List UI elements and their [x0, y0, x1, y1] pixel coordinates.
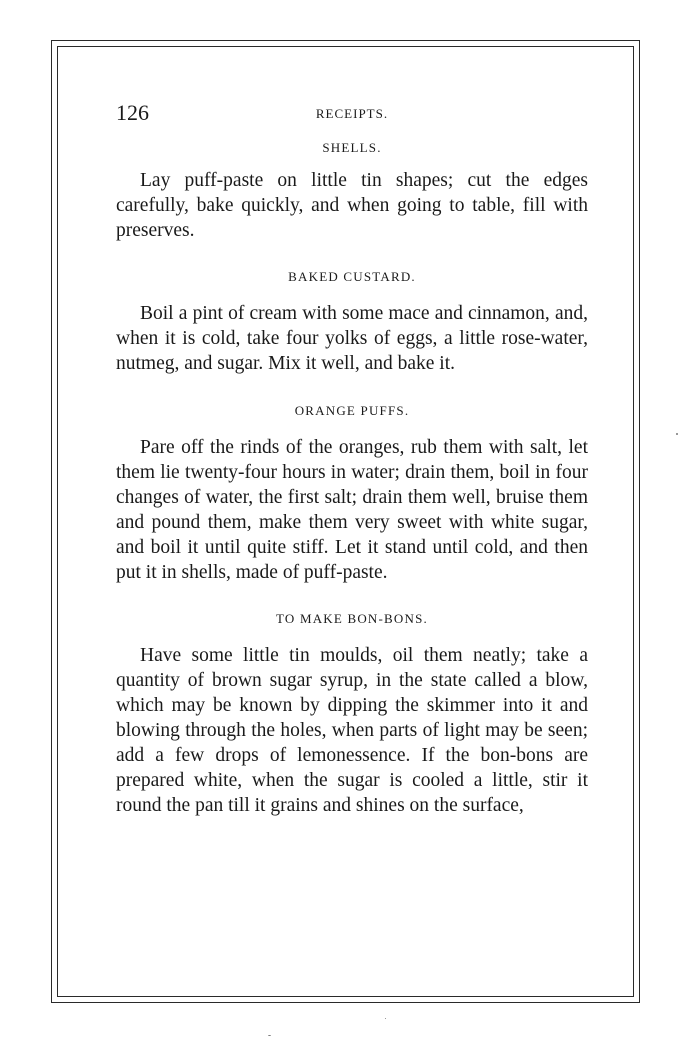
recipe-body-shells: Lay puff-paste on little tin shapes; cut the edges carefully, bake quickly, and when going to table, fill with preserves. — [116, 170, 588, 241]
page-content — [116, 98, 588, 818]
recipe-title-baked-custard: BAKED CUSTARD. — [288, 269, 416, 284]
running-title: RECEIPTS. — [315, 106, 389, 121]
recipe-body-bon-bons: Have some little tin moulds, oil them neatly; take a quantity of brown sugar syrup, in the state called a blow, which may be known by dipping the skimmer into it and blowing through the holes, when parts of light may be seen; add a few drops of lemonessence. If the bon-bons are prepared white, when the sugar is cooled a little, stir it round the pan till it grains and shines on the surface, — [116, 645, 588, 816]
print-speck — [676, 433, 678, 435]
running-head — [116, 98, 588, 128]
recipe-title-bon-bons: TO MAKE BON-BONS. — [276, 611, 428, 626]
print-speck — [385, 1018, 386, 1019]
recipe-title-orange-puffs: ORANGE PUFFS. — [294, 403, 410, 418]
page-number: 126 — [116, 100, 149, 125]
recipe-body-baked-custard: Boil a pint of cream with some mace and cinnamon, and, when it is cold, take four yolks of eggs, a little rose-water, nutmeg, and sugar. Mix it well, and bake it. — [116, 303, 588, 374]
recipe-title-shells: SHELLS. — [322, 140, 382, 155]
recipe-body-orange-puffs: Pare off the rinds of the oranges, rub them with salt, let them lie twenty-four hours in water; drain them, boil in four changes of water, the first salt; drain them well, bruise them and pound them, make them very sweet with white sugar, and boil it until quite stiff. Let it stand until cold, and then put it in shells, made of puff-paste. — [116, 437, 588, 583]
print-speck — [268, 1035, 271, 1036]
